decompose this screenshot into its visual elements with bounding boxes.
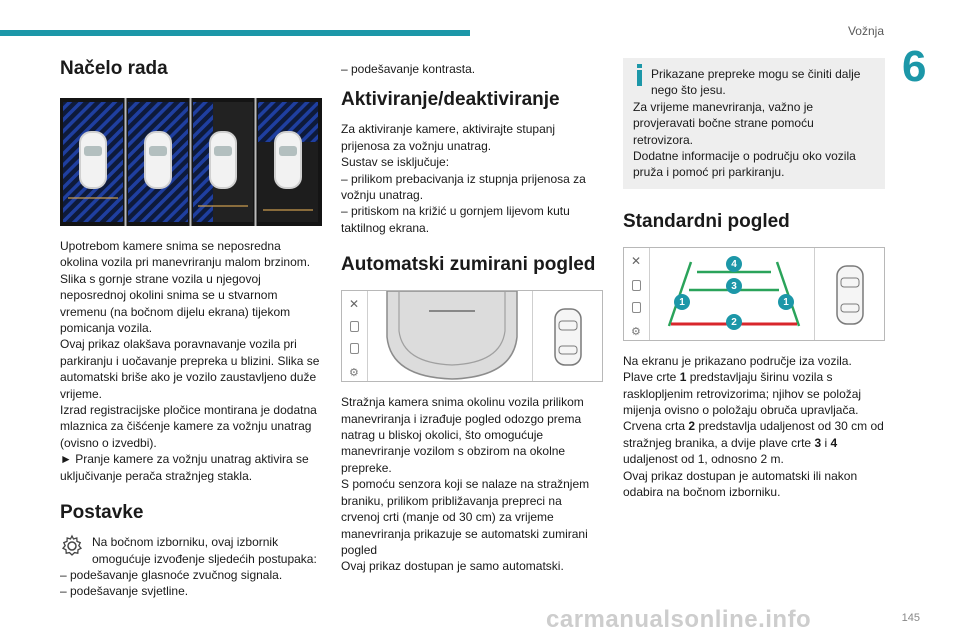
- text-run: predstavlja udaljenost od 30 cm od stražnjeg branika, a dvije plave crte: [623, 419, 884, 450]
- ref-number: 2: [688, 419, 696, 434]
- paragraph: Izrad registracijske pločice montirana je dodatna mlaznica za čišćenje kamere za vožnju unatrag (ovisno o izvedbi).: [60, 403, 317, 450]
- sensor-icon: [350, 321, 359, 332]
- info-line: Dodatne informacije o području oko vozila pruža i pomoć pri parkiranju.: [633, 149, 856, 180]
- heading-aktiviranje: Aktiviranje/deaktiviranje: [341, 89, 560, 111]
- settings-item: – podešavanje glasnoće zvučnog signala.: [60, 567, 283, 582]
- paragraph: S pomoću senzora koji se nalaze na stražnjem braniku, prilikom približavanja prepreci na crvenoj crti (manje od 30 cm) za vrijeme manevriranja prikazuje se automatski zumirani pogled: [341, 477, 590, 557]
- page-number: 145: [901, 612, 920, 624]
- info-line: Prikazane prepreke mogu se činiti dalje nego što jesu.: [651, 67, 861, 98]
- marker-2-label: 2: [731, 316, 737, 328]
- paragraph: – prilikom prebacivanja iz stupnja prijenosa za vožnju unatrag.: [341, 171, 586, 203]
- camera-quadrants-image: [60, 98, 322, 226]
- paragraph: Na ekranu je prikazano područje iza vozila.: [623, 353, 852, 368]
- lock-icon: [632, 302, 641, 313]
- paragraph: Upotrebom kamere snima se neposredna okolina vozila pri manevriranju malom brzinom.: [60, 239, 311, 270]
- heading-nacelo-rada: Načelo rada: [60, 58, 168, 79]
- settings-gear-icon: [60, 534, 84, 558]
- paragraph: Stražnja kamera snima okolinu vozila prilikom manevriranja i izrađuje pogled odozgo prema natrag u bliskoj okolici, što omogućuje manevriranje vozilom s obzirom na okolne prepreke.: [341, 395, 584, 475]
- section-title: Vožnja: [847, 24, 884, 38]
- info-line: Za vrijeme manevriranja, važno je provjeravati bočne strane pomoću retrovizora.: [633, 99, 814, 147]
- paragraph: – pritiskom na križić u gornjem lijevom kutu taktilnog ekrana.: [341, 204, 570, 235]
- paragraph: Sustav se isključuje:: [341, 155, 450, 170]
- settings-gear-icon: ⚙: [631, 325, 641, 338]
- paragraph: ► Pranje kamere za vožnju unatrag aktivira se uključivanje perača stražnjeg stakla.: [60, 452, 309, 483]
- zoom-text: [341, 394, 603, 574]
- ref-number: 3: [814, 435, 822, 450]
- settings-item: – podešavanje svjetline.: [60, 584, 189, 599]
- heading-automatski-zumirani: Automatski zumirani pogled: [341, 254, 596, 276]
- column-1: [60, 58, 322, 600]
- car-top-icon: [815, 248, 885, 341]
- text-run: Crvena crta: [623, 419, 689, 434]
- close-icon: ✕: [631, 253, 642, 268]
- chapter-number: 6: [902, 42, 927, 91]
- vehicle-overview: [532, 291, 602, 381]
- ref-number: 1: [679, 370, 687, 385]
- watermark: carmanualsonline.info: [546, 606, 812, 633]
- ref-number: 4: [830, 435, 838, 450]
- close-icon: ✕: [349, 297, 360, 312]
- paragraph: Za aktiviranje kamere, aktivirajte stupanj prijenosa za vožnju unatrag.: [341, 122, 556, 153]
- vehicle-overview: [814, 248, 884, 340]
- text-run: i: [821, 435, 831, 450]
- paragraph: Slika s gornje strane vozila u njegovoj neposrednoj okolini snima se u stvarnom vremenu (na bočnom dijelu ekrana) tijekom pomicanja vozila.: [60, 271, 291, 336]
- car-top-icon: [533, 291, 603, 382]
- paragraph: [623, 369, 885, 418]
- settings-item: – podešavanje kontrasta.: [341, 62, 476, 76]
- column-3: [623, 58, 885, 501]
- lock-icon: [350, 343, 359, 354]
- standard-view-illustration: [623, 247, 885, 341]
- settings-gear-icon: ⚙: [349, 367, 359, 380]
- surround-camera-illustration: [60, 98, 322, 226]
- header-accent-bar: [0, 30, 470, 36]
- settings-block: [60, 534, 322, 600]
- text-run: udaljenost od 1, odnosno 2 m.: [623, 452, 784, 467]
- activation-text: [341, 121, 603, 236]
- marker-1-right-label: 1: [783, 296, 789, 308]
- intro-text: [60, 238, 322, 484]
- settings-intro: Na bočnom izborniku, ovaj izbornik omogućuje izvođenje sljedećih postupaka:: [92, 535, 317, 566]
- side-menu: [342, 291, 368, 381]
- paragraph: [623, 418, 885, 467]
- side-menu: [624, 248, 650, 340]
- marker-1-left-label: 1: [679, 296, 685, 308]
- paragraph: Ovaj prikaz dostupan je samo automatski.: [341, 559, 564, 574]
- info-box: [623, 58, 885, 189]
- marker-3-label: 3: [731, 280, 737, 292]
- marker-4-label: 4: [731, 258, 737, 270]
- text-run: predstavljaju širinu vozila s rasklopljenim retrovizorima; njihov se položaj mijenja ovisno o položaju obruča upravljača.: [623, 370, 862, 418]
- paragraph: Ovaj prikaz olakšava poravnavanje vozila pri parkiranju i uočavanje prepreka u blizini. Slika se automatski briše ako je vozilo zaustavljeno duže vrijeme.: [60, 337, 320, 401]
- column-2: [341, 58, 603, 575]
- paragraph: Ovaj prikaz dostupan je automatski ili nakon odabira na bočnom izborniku.: [623, 468, 858, 500]
- info-icon: [633, 64, 647, 86]
- text-run: Plave crte: [623, 370, 680, 385]
- sensor-icon: [632, 280, 641, 291]
- rear-bumper-zoom-image: [369, 291, 535, 382]
- heading-standardni-pogled: Standardni pogled: [623, 210, 790, 232]
- heading-postavke: Postavke: [60, 502, 144, 524]
- standard-text: [623, 353, 885, 501]
- zoom-view-illustration: [341, 290, 603, 382]
